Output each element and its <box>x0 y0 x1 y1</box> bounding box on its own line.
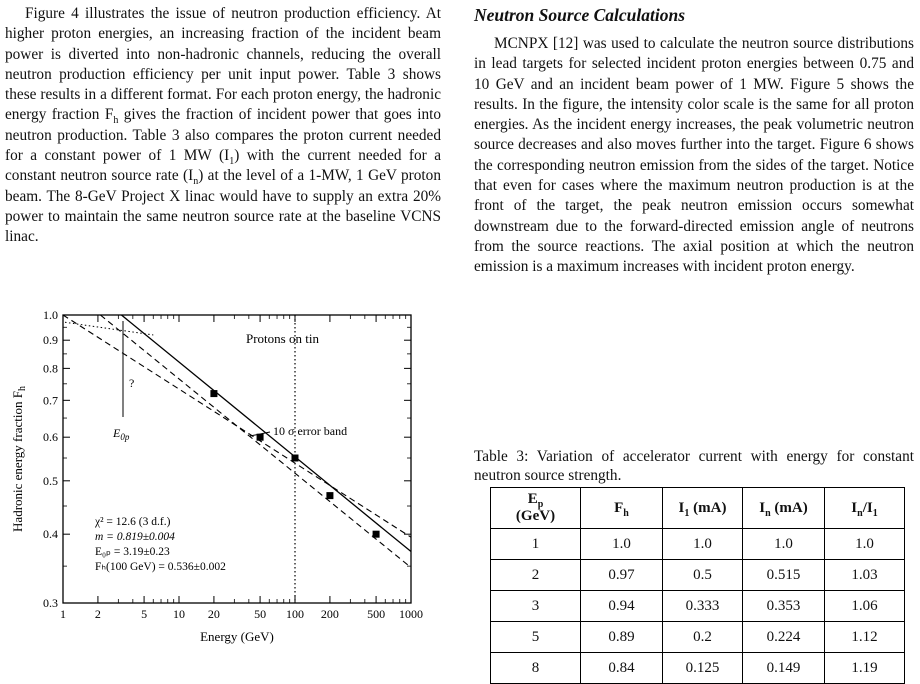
fit-slope: m = 0.819±0.004 <box>95 531 175 543</box>
fit-lines <box>63 315 411 603</box>
data-point <box>292 455 299 462</box>
text-fragment: Figure 4 illustrates the issue of neutron production efficiency. At higher proton energies, an increasing fraction of the incident beam power is diverted into non-hadronic channels, reducing the overall neutron production efficiency per unit input power. Table 3 shows these results in a different format. For each proton energy, the hadronic energy fraction F <box>5 5 441 124</box>
y-axis-label-text: Hadronic energy fraction F <box>10 391 25 532</box>
subscript: 1 <box>229 156 235 168</box>
table-cell: 1.0 <box>825 529 905 560</box>
x-tick-label: 500 <box>367 607 386 621</box>
table-cell: 3 <box>491 591 581 622</box>
subscript: h <box>113 115 119 127</box>
data-point <box>326 492 333 499</box>
question-mark-label: ? <box>129 376 135 390</box>
table-cell: 0.5 <box>663 560 743 591</box>
fit-chi-squared: χ² = 12.6 (3 d.f.) <box>95 516 171 528</box>
table-cell: 2 <box>491 560 581 591</box>
y-tick-label: 0.4 <box>43 527 58 542</box>
right-column <box>474 4 914 278</box>
y-tick-label: 0.8 <box>43 361 58 376</box>
e0p-text: E <box>113 426 121 440</box>
table-cell: 0.97 <box>581 560 663 591</box>
e0p-label <box>112 426 130 442</box>
y-axis-label <box>10 386 28 532</box>
low-energy-extrapolation <box>65 322 153 335</box>
table-cell: 0.333 <box>663 591 743 622</box>
table-cell: 1.06 <box>825 591 905 622</box>
error-band-lower <box>100 315 411 567</box>
fit-e0p: E₀ₚ = 3.19±0.23 <box>95 546 170 558</box>
header-text: I <box>851 499 858 516</box>
header-text: I <box>759 499 766 516</box>
header-in <box>743 488 825 529</box>
table-cell: 1.12 <box>825 622 905 653</box>
table-cell: 0.224 <box>743 622 825 653</box>
protons-on-tin-label: Protons on tin <box>246 331 319 346</box>
y-axis-label-sub: h <box>17 386 28 392</box>
header-ep <box>491 488 581 529</box>
y-tick-label: 1.0 <box>43 308 58 322</box>
left-paragraph <box>5 4 441 248</box>
text-fragment: ) at the level of a 1-MW, 1 GeV proton beam. The 8-GeV Project X linac would have to supply an extra 20% power to maintain the same neutron source rate at the baseline VCNS linac. <box>5 167 441 246</box>
table-cell: 0.84 <box>581 653 663 684</box>
y-tick-label: 0.3 <box>43 596 58 610</box>
header-sub: n <box>857 507 863 519</box>
header-unit: (mA) <box>770 499 808 516</box>
x-axis-label: Energy (GeV) <box>200 629 274 644</box>
header-unit: (GeV) <box>515 508 556 524</box>
data-point <box>373 531 380 538</box>
table-cell: 0.515 <box>743 560 825 591</box>
table-cell: 1.0 <box>581 529 663 560</box>
table-row <box>491 653 905 684</box>
section-title: Neutron Source Calculations <box>474 5 686 25</box>
x-tick-label: 2 <box>94 607 101 621</box>
header-fh <box>581 488 663 529</box>
text-fragment: ) with the current needed for a constant neutron source rate (I <box>5 147 441 185</box>
x-tick-label: 1 <box>60 607 66 621</box>
text-fragment: gives the fraction of incident power that goes into neutron production. Table 3 also compares the proton current needed for a constant power of 1 MW (I <box>5 106 441 165</box>
header-ratio <box>825 488 905 529</box>
header-sub: n <box>765 507 771 519</box>
x-tick-label: 5 <box>141 607 148 621</box>
header-sub: 1 <box>872 507 878 519</box>
table-cell: 5 <box>491 622 581 653</box>
subscript: n <box>193 176 199 188</box>
table-row <box>491 560 905 591</box>
table-cell: 0.94 <box>581 591 663 622</box>
header-text: E <box>527 491 538 507</box>
header-sub: p <box>537 499 544 510</box>
right-paragraph: MCNPX [12] was used to calculate the neutron source distributions in lead targets for selected incident proton energies between 0.75 and 10 GeV and an incident beam power of 1 MW. Figure 5 shows the results. In the figure, the intensity color scale is the same for all proton energies. As the incident energy increases, the peak volumetric neutron source decreases and also moves further into the target. Figure 6 shows the corresponding neutron emission from the sides of the target. Notice that even for cases where the maximum neutron production is at the front of the target, the peak neutron emission occurs somewhat downstream due to the forward-directed emission angle of neutrons from the source reactions. The axial position at which the neutron emission is a maximum increases with incident proton energy. <box>474 35 914 276</box>
table-cell: 1.19 <box>825 653 905 684</box>
table-cell: 0.89 <box>581 622 663 653</box>
left-column <box>5 4 441 248</box>
fit-statistics <box>94 516 226 573</box>
table-row <box>491 622 905 653</box>
header-sub: 1 <box>684 507 690 519</box>
y-tick-label: 0.6 <box>43 430 58 445</box>
x-tick-label: 50 <box>254 607 267 621</box>
x-tick-label: 200 <box>320 607 339 621</box>
y-tick-label: 0.7 <box>43 393 58 408</box>
header-unit: /I <box>862 499 873 516</box>
current-table <box>490 487 905 684</box>
table-row <box>491 591 905 622</box>
header-sub: h <box>623 507 629 519</box>
header-text: F <box>614 499 624 516</box>
header-text: I <box>678 499 685 516</box>
table-caption: Table 3: Variation of accelerator current with energy for constant neutron source strength. <box>474 448 914 484</box>
y-tick-label: 0.9 <box>43 333 58 348</box>
table-cell: 0.353 <box>743 591 825 622</box>
hadronic-fraction-chart <box>0 305 440 651</box>
table-row <box>491 529 905 560</box>
table-cell: 1.0 <box>743 529 825 560</box>
table-cell: 0.149 <box>743 653 825 684</box>
x-tick-label: 100 <box>286 607 304 621</box>
table-cell: 1.03 <box>825 560 905 591</box>
x-tick-label: 1000 <box>399 607 423 621</box>
e0p-sub: 0p <box>120 432 130 442</box>
table-cell: 8 <box>491 653 581 684</box>
table-header-row <box>491 488 905 529</box>
table-cell: 0.2 <box>663 622 743 653</box>
header-i1 <box>663 488 743 529</box>
x-tick-label: 10 <box>173 607 185 621</box>
x-tick-label: 20 <box>207 607 220 621</box>
axis-ticks <box>43 308 423 621</box>
y-tick-label: 0.5 <box>43 473 58 488</box>
header-unit: (mA) <box>689 499 727 516</box>
data-point <box>210 390 217 397</box>
table-cell: 1 <box>491 529 581 560</box>
table-cell: 0.125 <box>663 653 743 684</box>
error-band-label: 10 σ error band <box>273 424 348 438</box>
plot-frame <box>63 315 411 603</box>
fit-fh100: Fₕ(100 GeV) = 0.536±0.002 <box>95 561 226 573</box>
table-cell: 1.0 <box>663 529 743 560</box>
